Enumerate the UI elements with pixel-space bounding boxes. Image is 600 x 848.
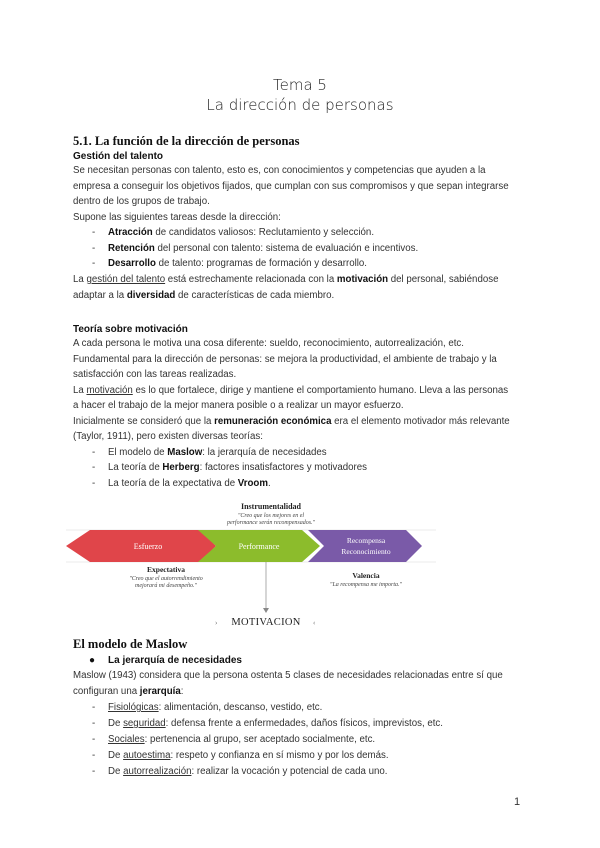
list-item: - La teoría de Herberg: factores insatisfactores y motivadores (92, 462, 368, 473)
label-expectativa: Expectativa (147, 565, 185, 574)
label-valencia: Valencia (352, 571, 380, 580)
doc-title: Tema 5 (273, 76, 327, 94)
list-item: - Fisiológicas: alimentación, descanso, vestido, etc. (92, 702, 323, 713)
paragraph-line: empresa a conseguir los objetivos fijados, que cumplan con sus compromisos y que sepan integrarse (73, 181, 509, 192)
list-item: - Atracción de candidatos valiosos: Reclutamiento y selección. (92, 227, 375, 238)
paragraph-line: dentro de los grupos de trabajo. (73, 196, 210, 207)
quote-instrumentalidad-1: "Creo que los mejores en el (237, 513, 305, 519)
paragraph-line: Fundamental para la dirección de personas: se mejora la productividad, el ambiente de trabajo y la (73, 354, 497, 365)
paragraph-line: adaptar a la diversidad de características de cada miembro. (73, 290, 335, 301)
subheading-gestion-talento: Gestión del talento (73, 151, 164, 162)
paragraph-line: Maslow (1943) considera que la persona ostenta 5 clases de necesidades relacionadas entre sí que (73, 670, 503, 681)
label-motivacion: MOTIVACION (231, 617, 301, 628)
quote-valencia: "La recompensa me importa." (329, 582, 403, 588)
label-esfuerzo: Esfuerzo (133, 542, 163, 551)
right-chevron-icon: ‹ (313, 619, 316, 627)
quote-expectativa-2: mejorará mi desempeño." (134, 583, 198, 589)
label-performance: Performance (238, 542, 280, 551)
paragraph-line: Inicialmente se consideró que la remuneración económica era el elemento motivador más relevante (73, 416, 510, 427)
paragraph-line: configuran una jerarquía: (73, 686, 184, 697)
list-item: - La teoría de la expectativa de Vroom. (92, 478, 271, 489)
list-item: - De autoestima: respeto y confianza en sí mismo y por los demás. (92, 750, 389, 761)
label-instrumentalidad: Instrumentalidad (240, 502, 302, 511)
list-item: - De seguridad: defensa frente a enfermedades, daños físicos, imprevistos, etc. (92, 718, 443, 729)
paragraph-line: La gestión del talento está estrechamente relacionada con la motivación del personal, sabiéndose (73, 274, 499, 285)
paragraph-line: satisfacción con las tareas realizadas. (73, 369, 237, 380)
quote-expectativa-1: "Creo que el autorrendimiento (129, 576, 203, 582)
doc-subtitle: La dirección de personas (206, 96, 394, 114)
section-heading-5-1: 5.1. La función de la dirección de personas (73, 134, 300, 148)
list-item: - Retención del personal con talento: sistema de evaluación e incentivos. (92, 243, 419, 254)
list-item: - Sociales: pertenencia al grupo, ser aceptado socialmente, etc. (92, 734, 376, 745)
arrow-recompensa (308, 530, 422, 562)
section-heading-maslow: El modelo de Maslow (73, 637, 188, 651)
page-number: 1 (514, 796, 521, 808)
vroom-expectancy-diagram (66, 496, 436, 631)
list-item: - Desarrollo de talento: programas de formación y desarrollo. (92, 258, 368, 269)
paragraph-line: a hacer el trabajo de la mejor manera posible o a realizar un mayor esfuerzo. (73, 400, 404, 411)
paragraph-line: Se necesitan personas con talento, esto es, con conocimientos y competencias que ayuden a la (73, 165, 486, 176)
bullet-jerarquia: ● La jerarquía de necesidades (89, 655, 242, 666)
paragraph-line: A cada persona le motiva una cosa diferente: sueldo, reconocimiento, autorrealización, etc. (73, 338, 464, 349)
down-arrow-head (263, 608, 269, 613)
label-recompensa: Recompensa (346, 536, 386, 545)
quote-instrumentalidad-2: performance serán recompensados." (226, 520, 316, 526)
list-item: - El modelo de Maslow: la jerarquía de necesidades (92, 447, 327, 458)
list-item: - De autorrealización: realizar la vocación y potencial de cada uno. (92, 766, 388, 777)
paragraph-line: La motivación es lo que fortalece, dirige y mantiene el comportamiento humano. Lleva a las personas (73, 385, 509, 396)
left-chevron-icon: › (215, 619, 218, 627)
label-reconocimiento: Reconocimiento (341, 547, 391, 556)
paragraph-line: Supone las siguientes tareas desde la dirección: (73, 212, 281, 223)
subheading-teoria-motivacion: Teoría sobre motivación (73, 324, 188, 335)
bullet-icon: ● (89, 655, 96, 666)
paragraph-line: (Taylor, 1911), pero existen diversas teorías: (73, 431, 263, 442)
